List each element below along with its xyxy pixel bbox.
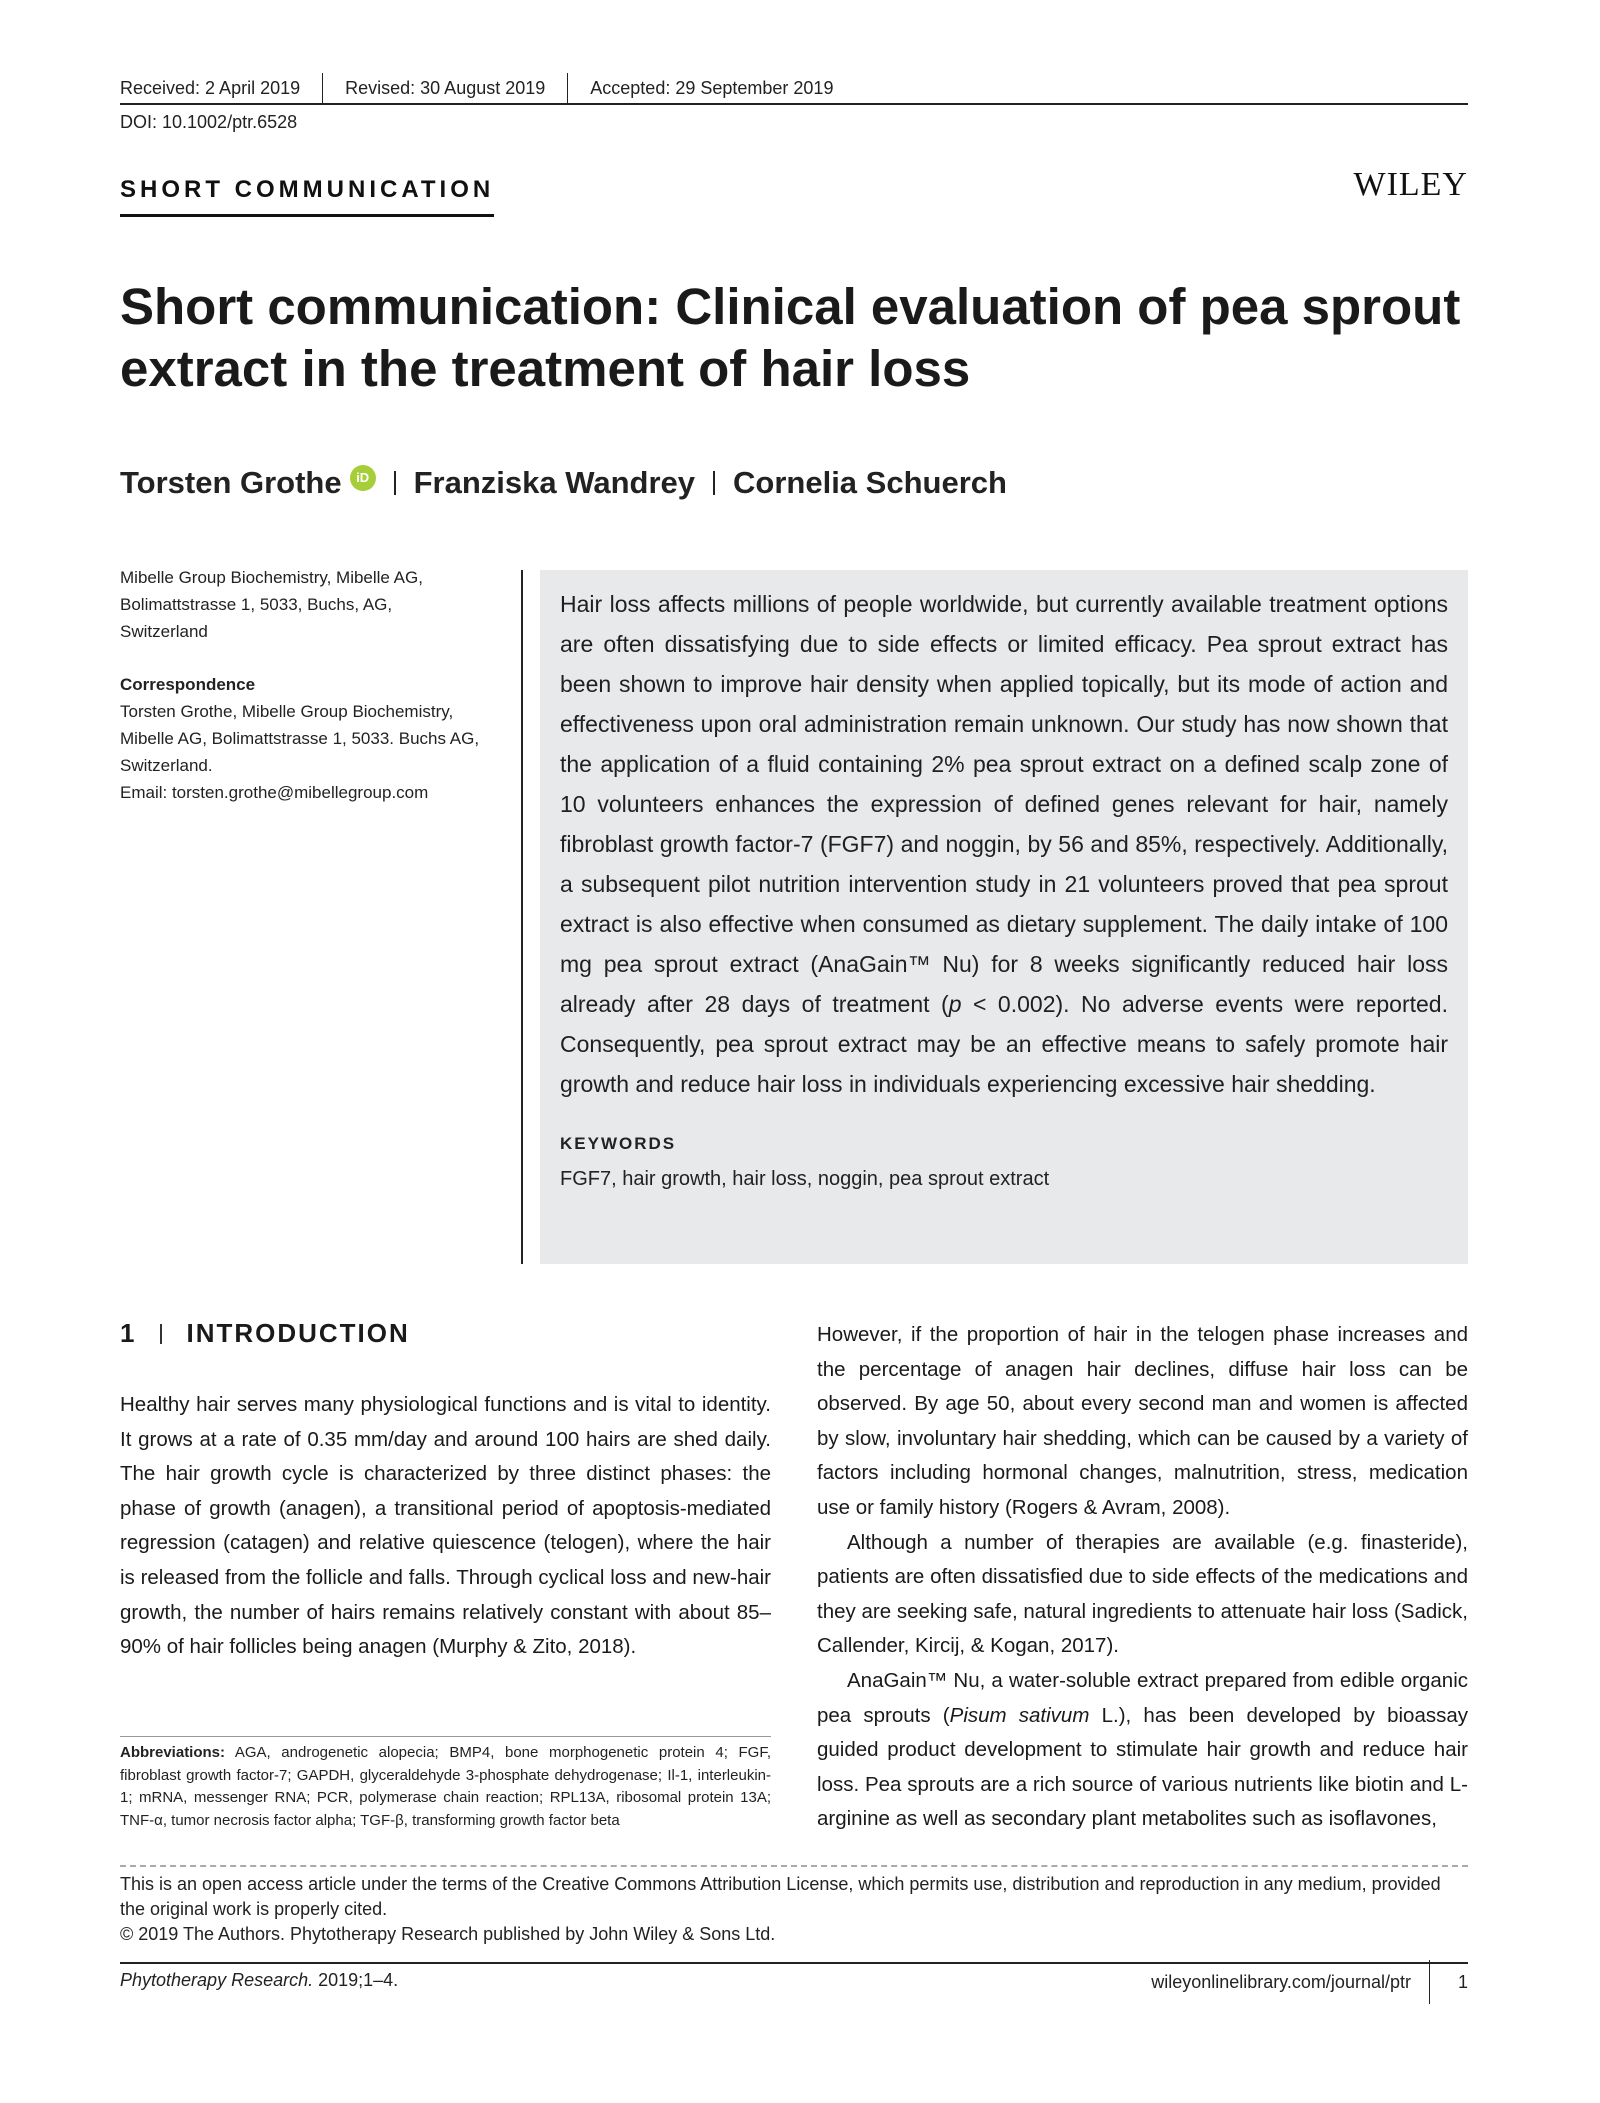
journal-url[interactable]: wileyonlinelibrary.com/journal/ptr	[1151, 1971, 1411, 1992]
body-paragraph: Healthy hair serves many physiological functions and is vital to identity. It grows at a rate of 0.35 mm/day and around 100 hairs are shed daily. The hair growth cycle is characterized by three distinct phases: the phase of growth (anagen), a transitional period of apoptosis-mediated regression (catagen) and relative quiescence (telogen), where the hair is released from the follicle and falls. Through cyclical loss and new-hair growth, the number of hairs remains relatively constant with about 85–90% of hair follicles being anagen (Murphy & Zito, 2018).	[120, 1393, 771, 1659]
abstract-text	[560, 584, 1448, 1104]
section-type-label: SHORT COMMUNICATION	[120, 176, 494, 217]
author-list	[120, 458, 1007, 508]
license-divider	[120, 1865, 1468, 1867]
p-value-symbol: p	[948, 991, 962, 1017]
paragraph-part: L.), has been developed by bioassay guided product development to stimulate hair growth and reduce hair loss. Pea sprouts are a rich source of various nutrients like biotin and L-arginine as well as secondary plant metabolites such as isoflavones,	[817, 1703, 1469, 1831]
author-name[interactable]: Franziska Wandrey	[413, 465, 696, 500]
body-paragraph: Although a number of therapies are available (e.g. finasteride), patients are often dissatisfied due to side effects of the medications and they are seeking safe, natural ingredients to attenuate hair loss (Sadick, Callender, Kircij, & Kogan, 2017).	[817, 1530, 1468, 1658]
column-divider	[521, 570, 523, 1264]
page-number: 1	[1457, 1971, 1468, 1992]
body-paragraph: However, if the proportion of hair in the telogen phase increases and the percentage of anagen hair declines, diffuse hair loss can be observed. By age 50, about every second man and women is affected by slow, involuntary hair shedding, which can be caused by a variety of factors including hormonal changes, malnutrition, stress, medication use or family history (Rogers & Avram, 2008).	[817, 1323, 1468, 1519]
article-title: Short communication: Clinical evaluation of pea sprout extract in the treatment of hair loss	[120, 278, 1461, 397]
abbreviations-text: AGA, androgenetic alopecia; BMP4, bone morphogenetic protein 4; FGF, fibroblast growth factor-7; GAPDH, glyceraldehyde 3-phosphate dehydrogenase; Il-1, interleukin-1; mRNA, messenger RNA; PCR, polymerase chain reaction; RPL13A, ribosomal protein 13A; TNF-α, tumor necrosis factor alpha; TGF-β, transforming growth factor beta	[120, 1744, 771, 1829]
copyright-text: © 2019 The Authors. Phytotherapy Research published by John Wiley & Sons Ltd.	[120, 1924, 776, 1944]
license-text: This is an open access article under the terms of the Creative Commons Attribution License, which permits use, distribution and reproduction in any medium, provided the original work is properly cited.	[120, 1874, 1441, 1919]
header-rule	[120, 103, 1468, 105]
divider	[160, 1324, 162, 1344]
article-history	[120, 72, 1468, 104]
publisher-logo: WILEY	[1353, 166, 1468, 203]
license-notice	[120, 1872, 1468, 1947]
right-column	[817, 1318, 1468, 1837]
affiliation-line: Mibelle Group Biochemistry, Mibelle AG,	[120, 568, 423, 587]
species-name: Pisum sativum	[949, 1703, 1090, 1727]
footnote-rule	[120, 1736, 771, 1737]
doi[interactable]: DOI: 10.1002/ptr.6528	[120, 112, 298, 132]
section-number: 1	[120, 1318, 137, 1348]
journal-volume: 2019;1–4.	[313, 1970, 399, 1990]
abbreviations-label: Abbreviations:	[120, 1744, 226, 1761]
author-name[interactable]: Cornelia Schuerch	[733, 465, 1007, 500]
accepted-date: Accepted: 29 September 2019	[590, 77, 834, 98]
section-heading	[120, 1318, 410, 1349]
journal-citation	[120, 1970, 398, 1991]
section-title: INTRODUCTION	[186, 1318, 410, 1348]
affiliation-line: Switzerland	[120, 622, 208, 641]
footer-right	[1151, 1960, 1468, 2004]
paragraph-part: AnaGain™ Nu, a water-soluble extract prepared from edible organic pea sprouts (	[817, 1668, 1468, 1727]
divider	[713, 471, 715, 495]
divider	[394, 471, 396, 495]
keywords-list: FGF7, hair growth, hair loss, noggin, pea sprout extract	[560, 1168, 1050, 1190]
author-name[interactable]: Torsten Grothe	[120, 465, 342, 500]
abstract-box	[540, 570, 1468, 1264]
abbreviations-footnote	[120, 1742, 771, 1832]
divider	[1429, 1960, 1430, 2004]
revised-date: Revised: 30 August 2019	[345, 77, 546, 98]
received-date: Received: 2 April 2019	[120, 77, 301, 98]
affiliation-line: Bolimattstrasse 1, 5033, Buchs, AG,	[120, 595, 393, 614]
intro-column	[120, 1388, 771, 1665]
orcid-icon[interactable]: iD	[350, 465, 376, 491]
keywords-heading: KEYWORDS	[560, 1134, 677, 1153]
abstract-text-part: Hair loss affects millions of people worldwide, but currently available treatment options are often dissatisfying due to side effects or limited efficacy. Pea sprout extract has been shown to improve hair density when applied topically, but its mode of action and effectiveness upon oral administration remain unknown. Our study has now shown that the application of a fluid containing 2% pea sprout extract on a defined scalp zone of 10 volunteers enhances the expression of defined genes relevant for hair, namely fibroblast growth factor-7 (FGF7) and noggin, by 56 and 85%, respectively. Additionally, a subsequent pilot nutrition intervention study in 21 volunteers proved that pea sprout extract is also effective when consumed as dietary supplement. The daily intake of 100 mg pea sprout extract (AnaGain™ Nu) for 8 weeks significantly reduced hair loss already after 28 days of treatment (	[560, 591, 1448, 1017]
abstract-text-part: < 0.002). No adverse events were reported. Consequently, pea sprout extract may be an effective means to safely promote hair growth and reduce hair loss in individuals experiencing excessive hair shedding.	[560, 991, 1448, 1097]
divider	[322, 73, 323, 103]
correspondence-text: Torsten Grothe, Mibelle Group Biochemistry, Mibelle AG, Bolimattstrasse 1, 5033. Buchs AG, Switzerland.	[120, 702, 480, 775]
journal-name: Phytotherapy Research.	[120, 1970, 314, 1990]
correspondence-email[interactable]: Email: torsten.grothe@mibellegroup.com	[120, 783, 429, 802]
affiliation-block	[120, 564, 500, 806]
divider	[567, 73, 568, 103]
correspondence-heading: Correspondence	[120, 675, 256, 694]
body-paragraph	[817, 1664, 1468, 1837]
